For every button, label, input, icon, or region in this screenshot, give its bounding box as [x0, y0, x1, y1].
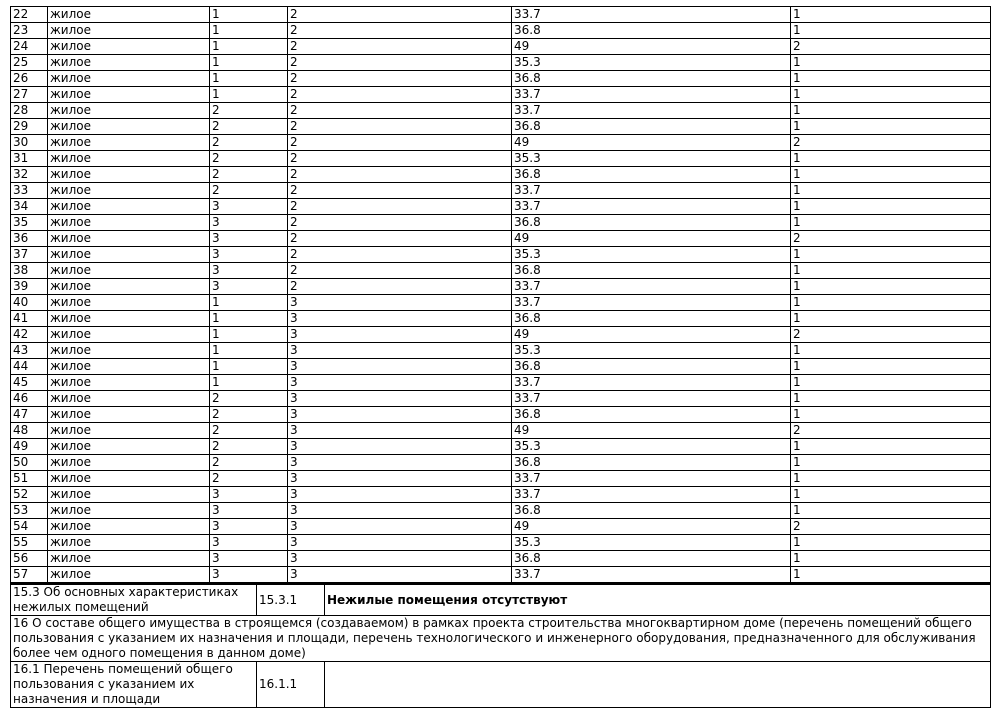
unit-area-cell: 36.8 — [512, 311, 791, 327]
unit-rooms-cell: 2 — [791, 231, 991, 247]
table-row — [11, 215, 991, 231]
unit-floor-cell: 3 — [288, 295, 512, 311]
table-row — [11, 439, 991, 455]
unit-area-cell: 36.8 — [512, 407, 791, 423]
info-table — [10, 583, 991, 708]
unit-section-cell: 1 — [210, 71, 288, 87]
unit-type-cell: жилое — [48, 7, 210, 23]
unit-section-cell: 3 — [210, 215, 288, 231]
table-row — [11, 199, 991, 215]
table-row — [11, 87, 991, 103]
unit-number-cell: 46 — [11, 391, 48, 407]
unit-type-cell: жилое — [48, 519, 210, 535]
table-row — [11, 407, 991, 423]
unit-section-cell: 3 — [210, 567, 288, 583]
unit-rooms-cell: 1 — [791, 295, 991, 311]
apartments-table-body — [11, 7, 991, 583]
table-row — [11, 375, 991, 391]
table-row — [11, 535, 991, 551]
unit-floor-cell: 2 — [288, 135, 512, 151]
unit-section-cell: 2 — [210, 135, 288, 151]
section-16-1-code: 16.1.1 — [257, 662, 325, 708]
unit-number-cell: 40 — [11, 295, 48, 311]
unit-area-cell: 33.7 — [512, 567, 791, 583]
unit-section-cell: 3 — [210, 551, 288, 567]
unit-floor-cell: 2 — [288, 103, 512, 119]
unit-number-cell: 33 — [11, 183, 48, 199]
unit-section-cell: 2 — [210, 151, 288, 167]
unit-type-cell: жилое — [48, 551, 210, 567]
unit-type-cell: жилое — [48, 567, 210, 583]
unit-type-cell: жилое — [48, 455, 210, 471]
unit-type-cell: жилое — [48, 391, 210, 407]
unit-type-cell: жилое — [48, 279, 210, 295]
table-row — [11, 551, 991, 567]
unit-number-cell: 23 — [11, 23, 48, 39]
unit-floor-cell: 3 — [288, 407, 512, 423]
unit-rooms-cell: 2 — [791, 327, 991, 343]
table-row — [11, 487, 991, 503]
unit-rooms-cell: 1 — [791, 359, 991, 375]
unit-rooms-cell: 2 — [791, 423, 991, 439]
unit-rooms-cell: 1 — [791, 247, 991, 263]
unit-rooms-cell: 1 — [791, 23, 991, 39]
unit-area-cell: 36.8 — [512, 215, 791, 231]
unit-number-cell: 22 — [11, 7, 48, 23]
unit-area-cell: 33.7 — [512, 279, 791, 295]
unit-rooms-cell: 2 — [791, 135, 991, 151]
table-row — [11, 263, 991, 279]
unit-area-cell: 33.7 — [512, 87, 791, 103]
unit-rooms-cell: 1 — [791, 119, 991, 135]
unit-section-cell: 1 — [210, 311, 288, 327]
unit-rooms-cell: 1 — [791, 439, 991, 455]
section-16-1-row — [11, 662, 991, 708]
unit-floor-cell: 3 — [288, 519, 512, 535]
unit-area-cell: 35.3 — [512, 55, 791, 71]
unit-number-cell: 30 — [11, 135, 48, 151]
unit-rooms-cell: 1 — [791, 55, 991, 71]
table-row — [11, 167, 991, 183]
unit-floor-cell: 3 — [288, 359, 512, 375]
unit-area-cell: 49 — [512, 423, 791, 439]
unit-number-cell: 49 — [11, 439, 48, 455]
unit-floor-cell: 3 — [288, 343, 512, 359]
unit-floor-cell: 3 — [288, 487, 512, 503]
unit-area-cell: 49 — [512, 519, 791, 535]
unit-type-cell: жилое — [48, 311, 210, 327]
unit-section-cell: 2 — [210, 455, 288, 471]
unit-type-cell: жилое — [48, 359, 210, 375]
unit-area-cell: 36.8 — [512, 71, 791, 87]
unit-area-cell: 33.7 — [512, 7, 791, 23]
unit-number-cell: 34 — [11, 199, 48, 215]
section-15-3-row — [11, 584, 991, 616]
unit-number-cell: 39 — [11, 279, 48, 295]
unit-floor-cell: 2 — [288, 231, 512, 247]
unit-rooms-cell: 2 — [791, 519, 991, 535]
unit-area-cell: 36.8 — [512, 551, 791, 567]
unit-section-cell: 2 — [210, 391, 288, 407]
unit-type-cell: жилое — [48, 487, 210, 503]
table-row — [11, 423, 991, 439]
unit-rooms-cell: 1 — [791, 199, 991, 215]
table-row — [11, 55, 991, 71]
unit-section-cell: 1 — [210, 23, 288, 39]
unit-floor-cell: 3 — [288, 535, 512, 551]
unit-type-cell: жилое — [48, 263, 210, 279]
unit-section-cell: 1 — [210, 295, 288, 311]
unit-rooms-cell: 1 — [791, 391, 991, 407]
unit-section-cell: 2 — [210, 119, 288, 135]
table-row — [11, 567, 991, 583]
unit-type-cell: жилое — [48, 407, 210, 423]
unit-section-cell: 3 — [210, 487, 288, 503]
table-row — [11, 519, 991, 535]
unit-area-cell: 49 — [512, 135, 791, 151]
unit-number-cell: 26 — [11, 71, 48, 87]
unit-rooms-cell: 1 — [791, 263, 991, 279]
unit-section-cell: 3 — [210, 199, 288, 215]
unit-section-cell: 2 — [210, 183, 288, 199]
unit-floor-cell: 3 — [288, 551, 512, 567]
unit-section-cell: 1 — [210, 7, 288, 23]
unit-type-cell: жилое — [48, 55, 210, 71]
unit-rooms-cell: 1 — [791, 103, 991, 119]
document-sheet — [10, 6, 990, 708]
unit-number-cell: 25 — [11, 55, 48, 71]
unit-floor-cell: 3 — [288, 375, 512, 391]
unit-rooms-cell: 1 — [791, 551, 991, 567]
unit-floor-cell: 3 — [288, 439, 512, 455]
unit-number-cell: 28 — [11, 103, 48, 119]
unit-rooms-cell: 1 — [791, 471, 991, 487]
unit-section-cell: 1 — [210, 55, 288, 71]
unit-floor-cell: 2 — [288, 39, 512, 55]
unit-type-cell: жилое — [48, 343, 210, 359]
unit-type-cell: жилое — [48, 295, 210, 311]
unit-floor-cell: 2 — [288, 119, 512, 135]
unit-type-cell: жилое — [48, 375, 210, 391]
unit-type-cell: жилое — [48, 535, 210, 551]
unit-number-cell: 47 — [11, 407, 48, 423]
unit-floor-cell: 3 — [288, 423, 512, 439]
table-row — [11, 455, 991, 471]
table-row — [11, 183, 991, 199]
unit-area-cell: 33.7 — [512, 391, 791, 407]
unit-floor-cell: 3 — [288, 567, 512, 583]
unit-section-cell: 1 — [210, 375, 288, 391]
unit-floor-cell: 2 — [288, 215, 512, 231]
unit-area-cell: 35.3 — [512, 343, 791, 359]
unit-section-cell: 3 — [210, 279, 288, 295]
unit-rooms-cell: 1 — [791, 407, 991, 423]
unit-number-cell: 36 — [11, 231, 48, 247]
unit-rooms-cell: 1 — [791, 167, 991, 183]
table-row — [11, 119, 991, 135]
table-row — [11, 103, 991, 119]
unit-section-cell: 2 — [210, 439, 288, 455]
unit-section-cell: 1 — [210, 359, 288, 375]
unit-type-cell: жилое — [48, 215, 210, 231]
apartments-table — [10, 6, 991, 583]
unit-type-cell: жилое — [48, 423, 210, 439]
unit-number-cell: 41 — [11, 311, 48, 327]
section-15-3-label: 15.3 Об основных характеристиках нежилых помещений — [11, 584, 257, 616]
unit-area-cell: 36.8 — [512, 23, 791, 39]
unit-number-cell: 51 — [11, 471, 48, 487]
unit-type-cell: жилое — [48, 503, 210, 519]
unit-area-cell: 33.7 — [512, 487, 791, 503]
unit-number-cell: 57 — [11, 567, 48, 583]
table-row — [11, 343, 991, 359]
unit-rooms-cell: 1 — [791, 215, 991, 231]
unit-floor-cell: 3 — [288, 503, 512, 519]
unit-number-cell: 42 — [11, 327, 48, 343]
unit-rooms-cell: 1 — [791, 311, 991, 327]
unit-number-cell: 29 — [11, 119, 48, 135]
unit-area-cell: 35.3 — [512, 439, 791, 455]
table-row — [11, 295, 991, 311]
unit-area-cell: 33.7 — [512, 375, 791, 391]
unit-section-cell: 2 — [210, 407, 288, 423]
table-row — [11, 39, 991, 55]
table-row — [11, 311, 991, 327]
unit-area-cell: 33.7 — [512, 295, 791, 311]
unit-type-cell: жилое — [48, 87, 210, 103]
unit-area-cell: 35.3 — [512, 535, 791, 551]
unit-floor-cell: 2 — [288, 23, 512, 39]
unit-section-cell: 3 — [210, 263, 288, 279]
unit-section-cell: 1 — [210, 39, 288, 55]
unit-rooms-cell: 1 — [791, 455, 991, 471]
table-row — [11, 23, 991, 39]
section-15-3-code: 15.3.1 — [257, 584, 325, 616]
unit-area-cell: 49 — [512, 231, 791, 247]
unit-rooms-cell: 1 — [791, 503, 991, 519]
unit-section-cell: 3 — [210, 535, 288, 551]
unit-floor-cell: 3 — [288, 311, 512, 327]
unit-number-cell: 37 — [11, 247, 48, 263]
unit-area-cell: 35.3 — [512, 247, 791, 263]
unit-area-cell: 36.8 — [512, 167, 791, 183]
unit-number-cell: 38 — [11, 263, 48, 279]
unit-number-cell: 55 — [11, 535, 48, 551]
unit-floor-cell: 2 — [288, 151, 512, 167]
section-16-1-value — [325, 662, 991, 708]
unit-type-cell: жилое — [48, 151, 210, 167]
unit-type-cell: жилое — [48, 199, 210, 215]
unit-type-cell: жилое — [48, 135, 210, 151]
unit-type-cell: жилое — [48, 39, 210, 55]
table-row — [11, 391, 991, 407]
unit-type-cell: жилое — [48, 167, 210, 183]
table-row — [11, 7, 991, 23]
unit-number-cell: 44 — [11, 359, 48, 375]
unit-number-cell: 50 — [11, 455, 48, 471]
unit-floor-cell: 2 — [288, 87, 512, 103]
unit-rooms-cell: 1 — [791, 151, 991, 167]
unit-area-cell: 36.8 — [512, 455, 791, 471]
unit-section-cell: 3 — [210, 519, 288, 535]
unit-floor-cell: 2 — [288, 7, 512, 23]
unit-rooms-cell: 1 — [791, 487, 991, 503]
unit-section-cell: 1 — [210, 87, 288, 103]
unit-area-cell: 36.8 — [512, 119, 791, 135]
unit-area-cell: 33.7 — [512, 199, 791, 215]
unit-number-cell: 54 — [11, 519, 48, 535]
unit-floor-cell: 3 — [288, 471, 512, 487]
table-row — [11, 327, 991, 343]
unit-number-cell: 56 — [11, 551, 48, 567]
unit-rooms-cell: 1 — [791, 7, 991, 23]
unit-floor-cell: 2 — [288, 279, 512, 295]
unit-number-cell: 45 — [11, 375, 48, 391]
unit-section-cell: 2 — [210, 423, 288, 439]
unit-section-cell: 2 — [210, 167, 288, 183]
unit-floor-cell: 3 — [288, 391, 512, 407]
unit-rooms-cell: 1 — [791, 279, 991, 295]
unit-type-cell: жилое — [48, 23, 210, 39]
section-15-3-value: Нежилые помещения отсутствуют — [325, 584, 991, 616]
unit-number-cell: 31 — [11, 151, 48, 167]
unit-area-cell: 49 — [512, 327, 791, 343]
unit-type-cell: жилое — [48, 119, 210, 135]
unit-number-cell: 43 — [11, 343, 48, 359]
unit-rooms-cell: 1 — [791, 567, 991, 583]
unit-area-cell: 36.8 — [512, 359, 791, 375]
unit-number-cell: 53 — [11, 503, 48, 519]
section-16-text: 16 О составе общего имущества в строящемся (создаваемом) в рамках проекта строительства многоквартирном доме (перечень помещений общего пользования с указанием их назначения и площади, перечень технологического и инженерного оборудования, предназначенного для обслуживания более чем одного помещения в данном доме) — [11, 616, 991, 662]
section-16-1-label: 16.1 Перечень помещений общего пользования с указанием их назначения и площади — [11, 662, 257, 708]
unit-floor-cell: 3 — [288, 455, 512, 471]
unit-rooms-cell: 1 — [791, 87, 991, 103]
unit-type-cell: жилое — [48, 71, 210, 87]
unit-floor-cell: 2 — [288, 167, 512, 183]
unit-area-cell: 36.8 — [512, 503, 791, 519]
unit-rooms-cell: 1 — [791, 71, 991, 87]
unit-number-cell: 48 — [11, 423, 48, 439]
section-16-row — [11, 616, 991, 662]
unit-type-cell: жилое — [48, 471, 210, 487]
unit-type-cell: жилое — [48, 247, 210, 263]
table-row — [11, 503, 991, 519]
unit-number-cell: 52 — [11, 487, 48, 503]
unit-section-cell: 3 — [210, 503, 288, 519]
unit-type-cell: жилое — [48, 231, 210, 247]
unit-area-cell: 35.3 — [512, 151, 791, 167]
unit-type-cell: жилое — [48, 439, 210, 455]
unit-section-cell: 3 — [210, 247, 288, 263]
unit-section-cell: 1 — [210, 327, 288, 343]
unit-number-cell: 32 — [11, 167, 48, 183]
unit-floor-cell: 2 — [288, 199, 512, 215]
unit-number-cell: 27 — [11, 87, 48, 103]
table-row — [11, 135, 991, 151]
unit-section-cell: 2 — [210, 103, 288, 119]
table-row — [11, 71, 991, 87]
unit-area-cell: 33.7 — [512, 183, 791, 199]
table-row — [11, 247, 991, 263]
unit-rooms-cell: 1 — [791, 375, 991, 391]
unit-rooms-cell: 1 — [791, 535, 991, 551]
unit-area-cell: 33.7 — [512, 471, 791, 487]
unit-floor-cell: 2 — [288, 263, 512, 279]
unit-floor-cell: 2 — [288, 55, 512, 71]
table-row — [11, 151, 991, 167]
unit-section-cell: 2 — [210, 471, 288, 487]
unit-number-cell: 24 — [11, 39, 48, 55]
unit-area-cell: 49 — [512, 39, 791, 55]
unit-rooms-cell: 1 — [791, 343, 991, 359]
unit-rooms-cell: 1 — [791, 183, 991, 199]
unit-type-cell: жилое — [48, 327, 210, 343]
unit-number-cell: 35 — [11, 215, 48, 231]
unit-rooms-cell: 2 — [791, 39, 991, 55]
table-row — [11, 471, 991, 487]
unit-floor-cell: 2 — [288, 183, 512, 199]
unit-area-cell: 33.7 — [512, 103, 791, 119]
unit-floor-cell: 2 — [288, 247, 512, 263]
table-row — [11, 359, 991, 375]
table-row — [11, 279, 991, 295]
unit-section-cell: 1 — [210, 343, 288, 359]
unit-section-cell: 3 — [210, 231, 288, 247]
table-row — [11, 231, 991, 247]
unit-floor-cell: 3 — [288, 327, 512, 343]
unit-area-cell: 36.8 — [512, 263, 791, 279]
unit-type-cell: жилое — [48, 103, 210, 119]
unit-floor-cell: 2 — [288, 71, 512, 87]
unit-type-cell: жилое — [48, 183, 210, 199]
